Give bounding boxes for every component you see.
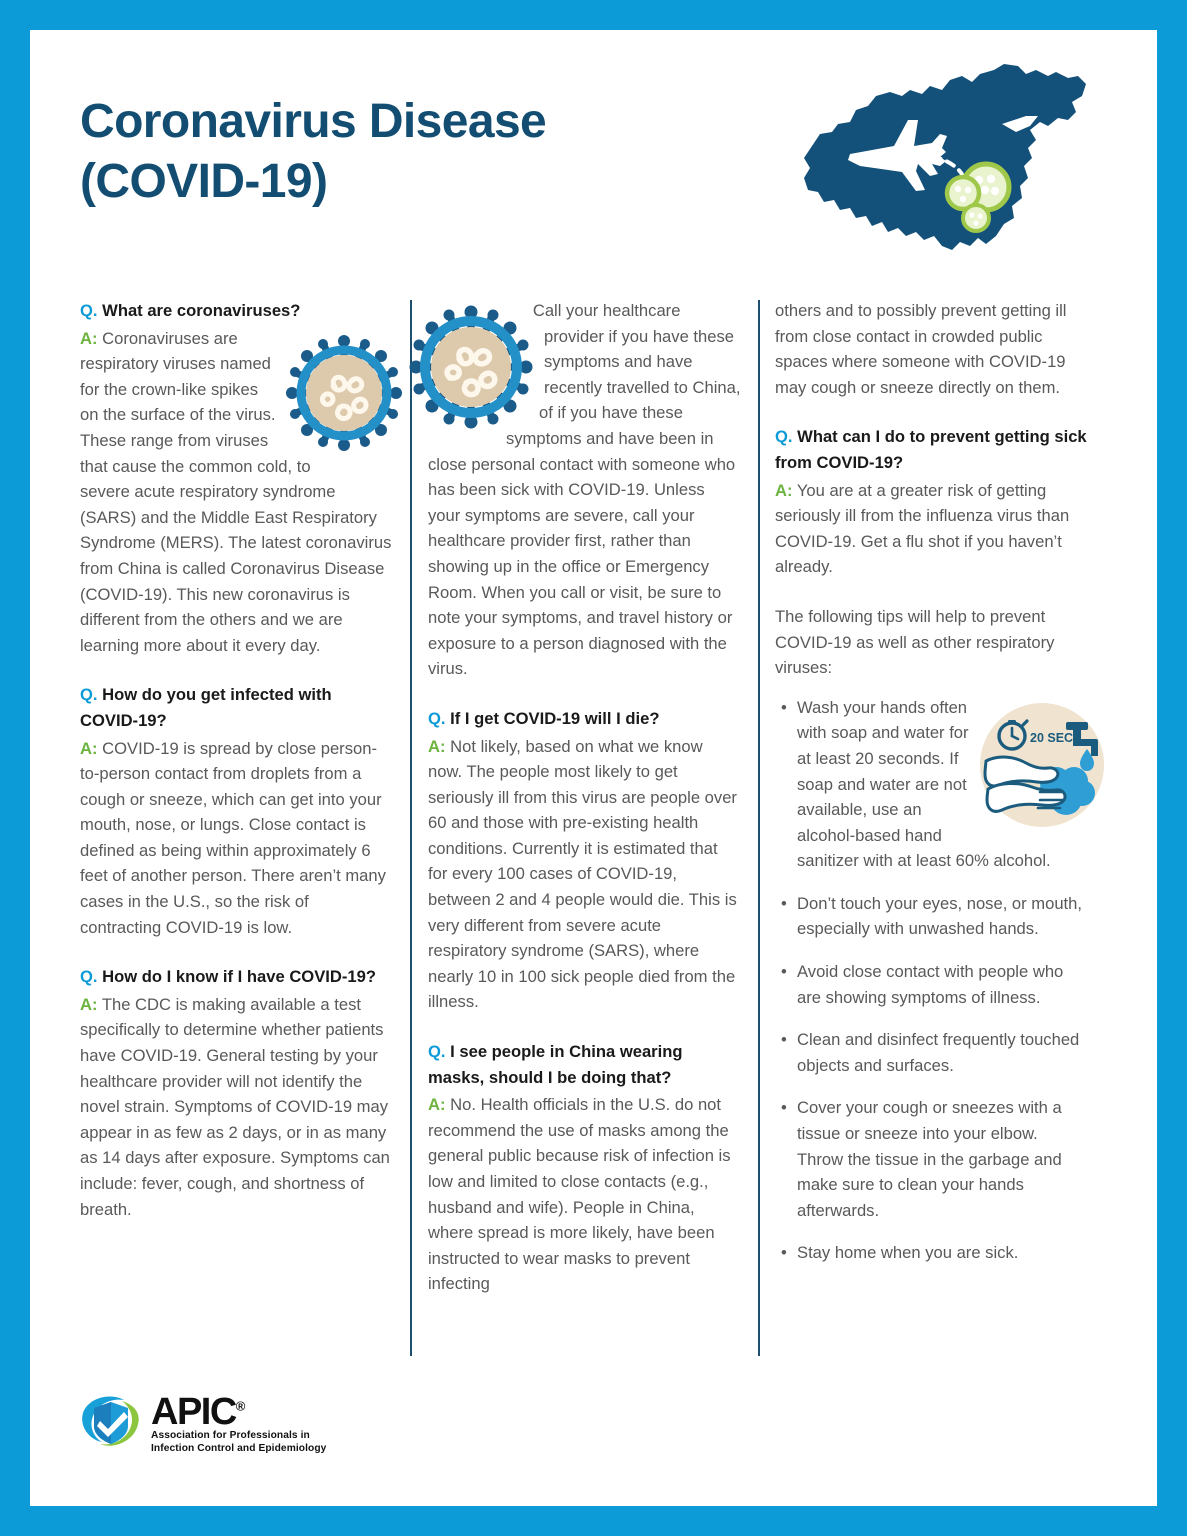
qa-block-how-infected [80, 682, 393, 940]
answer-text: Not likely, based on what we know now. The people most likely to get seriously ill from this virus are people over 60 and those with pre-existing health conditions. Currently it is estimated that for every 100 cases of COVID-19, between 2 and 4 people would die. This is very different from severe acute respiratory syndrome (SARS), where nearly 10 in 100 sick people died from the illness. [428, 736, 737, 1012]
answer-text: COVID-19 is spread by close person-to-person contact from droplets from a cough or sneeze, which can get into your mouth, nose, or lungs. Close contact is defined as being within approximately 6 feet of another person. There aren’t many cases in the U.S., so the risk of contracting COVID-19 is low. [80, 738, 386, 937]
question-text: How do I know if I have COVID-19? [102, 967, 376, 987]
list-item [775, 959, 1088, 1010]
list-item [775, 1240, 1088, 1266]
handwashing-20-seconds-icon [978, 701, 1106, 829]
a-marker: A: [428, 736, 446, 756]
continuation-block-others [775, 298, 1088, 400]
question-heading [428, 1039, 741, 1090]
qa-block-what-are-coronaviruses [80, 298, 393, 658]
column-1 [80, 298, 393, 1246]
poster-header [30, 30, 1157, 298]
a-marker: A: [775, 480, 793, 500]
column-2 [428, 298, 741, 1321]
question-text: If I get COVID-19 will I die? [450, 708, 660, 728]
registered-mark: ® [235, 1398, 244, 1414]
apic-wordmark: APIC® [151, 1391, 244, 1433]
continuation-paragraph [428, 298, 741, 682]
tips-intro-block [775, 604, 1088, 681]
answer-paragraph [428, 734, 741, 1016]
q-marker: Q. [775, 427, 793, 447]
question-heading [775, 424, 1088, 475]
q-marker: Q. [80, 967, 98, 987]
answer-paragraph [428, 1092, 741, 1297]
tip-text: Clean and disinfect frequently touched objects and surfaces. [797, 1030, 1080, 1075]
answer-paragraph [775, 478, 1088, 580]
answer-paragraph [80, 326, 393, 659]
coronavirus-particle-icon [406, 302, 536, 432]
apic-logo [80, 1390, 326, 1455]
tip-text: Cover your cough or sneezes with a tissue or sneeze into your elbow. Throw the tissue in the garbage and make sure to clean your hands afterwards. [797, 1098, 1062, 1220]
q-marker: Q. [80, 301, 98, 320]
content-columns [30, 298, 1157, 1368]
tagline-line-1: Association for Professionals in [151, 1430, 310, 1442]
a-marker: A: [428, 1095, 446, 1115]
answer-text: You are at a greater risk of getting seriously ill from the influenza virus than COVID-19. Get a flu shot if you haven’t already. [775, 480, 1070, 577]
prevention-tips-list [775, 695, 1088, 1266]
apic-logo-text [151, 1390, 326, 1455]
continuation-text: Call your healthcare provider if you have these symptoms and have recently travelled to China, of if you have these symptoms and have been in close personal contact with someone who has been sick with COVID-19. Unless your symptoms are severe, call your healthcare provider first, rather than showing up in the office or Emergency Room. When you call or visit, be sure to note your symptoms, and travel history or exposure to a person diagnosed with the virus. [428, 301, 741, 679]
a-marker: A: [80, 994, 98, 1014]
qa-block-masks [428, 1039, 741, 1297]
page-title [80, 92, 546, 211]
title-line-2: (COVID-19) [80, 154, 328, 208]
a-marker: A: [80, 738, 98, 758]
list-item [775, 1095, 1088, 1223]
question-text: What are coronaviruses? [102, 301, 301, 320]
question-heading [428, 706, 741, 732]
continuation-paragraph [775, 298, 1088, 400]
handwash-timer-label: • 20 SEC [1030, 730, 1074, 745]
answer-paragraph [80, 992, 393, 1222]
continuation-text: others and to possibly prevent getting ill from close contact in crowded public spaces where someone with COVID-19 may cough or sneeze directly on them. [775, 301, 1067, 397]
q-marker: Q. [428, 1042, 446, 1062]
q-marker: Q. [80, 685, 98, 705]
list-item [775, 1027, 1088, 1078]
answer-paragraph [80, 736, 393, 941]
qa-block-how-do-i-know [80, 964, 393, 1222]
question-text: What can I do to prevent getting sick from COVID-19? [775, 427, 1087, 472]
qa-block-prevent-getting-sick [775, 424, 1088, 580]
tip-text: Wash your hands often with soap and water for at least 20 seconds. If soap and water are not available, use an alcohol-based hand sanitizer with at least 60% alcohol. [797, 697, 1051, 871]
a-marker: A: [80, 328, 98, 348]
tagline-line-2: Infection Control and Epidemiology [151, 1442, 327, 1454]
tip-text: Stay home when you are sick. [797, 1243, 1019, 1263]
continuation-block-call-provider [428, 298, 741, 682]
tips-intro-text: The following tips will help to prevent COVID-19 as well as other respiratory viruses: [775, 606, 1055, 678]
coronavirus-particle-icon [283, 332, 405, 454]
poster-footer [30, 1368, 1157, 1506]
column-divider-1 [410, 300, 412, 1356]
apic-shield-swoosh-logo-icon [80, 1390, 142, 1452]
poster-page [30, 30, 1157, 1506]
title-line-1: Coronavirus Disease [80, 95, 547, 148]
tip-text: Avoid close contact with people who are showing symptoms of illness. [797, 962, 1064, 1007]
qa-block-will-i-die [428, 706, 741, 1015]
question-text: I see people in China wearing masks, should I be doing that? [428, 1042, 683, 1087]
column-divider-2 [758, 300, 760, 1356]
column-3 [775, 298, 1088, 1283]
list-item [775, 891, 1088, 942]
list-item [775, 695, 1088, 874]
question-heading [80, 298, 393, 324]
china-map-with-airplane-and-virus-icon [790, 60, 1110, 260]
answer-text: The CDC is making available a test specifically to determine whether patients have COVID-19. General testing by your healthcare provider will not identify the novel strain. Symptoms of COVID-19 may appear in as few as 2 days, or in as many as 14 days after exposure. Symptoms can include: fever, cough, and shortness of breath. [80, 994, 390, 1219]
tip-text: Don’t touch your eyes, nose, or mouth, especially with unwashed hands. [797, 893, 1083, 939]
answer-text: No. Health officials in the U.S. do not recommend the use of masks among the general public because risk of infection is low and limited to close contacts (e.g., husband and wife). People in China, where spread is more likely, have been instructed to wear masks to prevent infecting [428, 1095, 731, 1294]
q-marker: Q. [428, 708, 446, 728]
question-heading [80, 964, 393, 990]
question-heading [80, 682, 393, 733]
question-text: How do you get infected with COVID-19? [80, 685, 332, 730]
apic-tagline [151, 1430, 326, 1455]
answer-text: Coronaviruses are respiratory viruses named for the crown-like spikes on the surface of the virus. These range from viruses that cause the common cold, to severe acute respiratory syndrome (SARS) and the Middle East Respiratory Syndrome (MERS). The latest coronavirus from China is called Coronavirus Disease (COVID-19). This new coronavirus is different from the others and we are learning more about it every day. [80, 328, 392, 655]
